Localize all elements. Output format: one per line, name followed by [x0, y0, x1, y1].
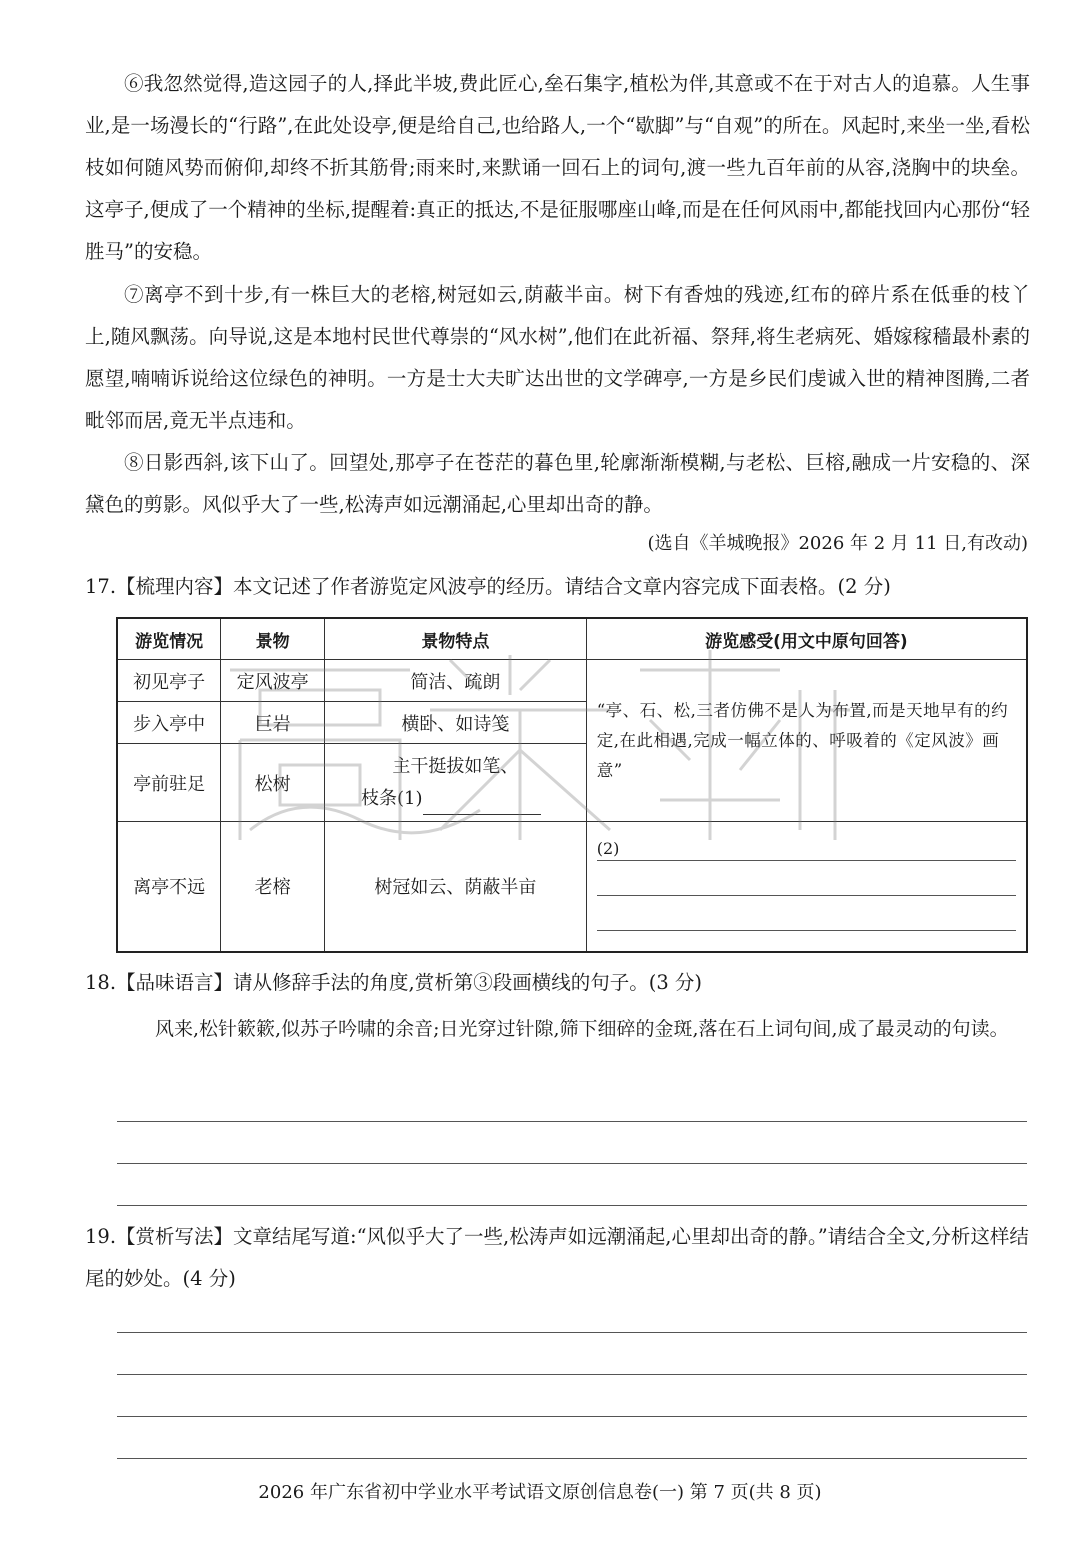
feature-line-1: 主干挺拔如笔、: [392, 755, 519, 777]
cell-situation: 亭前驻足: [117, 744, 221, 822]
cell-feature: 简洁、疏朗: [325, 660, 587, 702]
table-row: [117, 822, 1027, 952]
answer-line[interactable]: [117, 1121, 1027, 1122]
answer-line[interactable]: [117, 1374, 1027, 1375]
header-situation: 游览情况: [117, 618, 221, 660]
paragraph-6: ⑥我忽然觉得,造这园子的人,择此半坡,费此匠心,垒石集字,植松为伴,其意或不在于对古人的追慕。人生事业,是一场漫长的“行路”,在此处设亭,便是给自己,也给路人,一个“歇脚”与“自观”的所在。风起时,来坐一坐,看松枝如何随风势而俯仰,却终不折其筋骨;雨来时,来默诵一回石上的词句,渡一些九百年前的从容,浇胸中的块垒。这亭子,便成了一个精神的坐标,提醒着:真正的抵达,不是征服哪座山峰,而是在任何风雨中,都能找回内心那份“轻胜马”的安稳。: [85, 72, 1030, 263]
cell-situation: 步入亭中: [117, 702, 221, 744]
cell-scene: 松树: [221, 744, 325, 822]
cell-feeling-given: “亭、石、松,三者仿佛不是人为布置,而是天地早有的约定,在此相遇,完成一幅立体的、呼吸着的《定风波》画意”: [586, 660, 1027, 822]
question-17-stem: 17.【梳理内容】本文记述了作者游览定风波亭的经历。请结合文章内容完成下面表格。(2 分): [85, 575, 891, 598]
answer-line[interactable]: [597, 896, 1016, 931]
feature-line-2: [331, 783, 580, 815]
answer-line[interactable]: [117, 1458, 1027, 1459]
blank-1-answer[interactable]: [423, 794, 541, 815]
answer-line[interactable]: [117, 1205, 1027, 1206]
header-feature: 景物特点: [325, 618, 587, 660]
answer-line[interactable]: [117, 1332, 1027, 1333]
cell-scene: 巨岩: [221, 702, 325, 744]
source-citation: (选自《羊城晚报》2026 年 2 月 11 日,有改动): [647, 533, 1028, 554]
question-19-stem: 19.【赏析写法】文章结尾写道:“风似乎大了一些,松涛声如远潮涌起,心里却出奇的静。”请结合全文,分析这样结尾的妙处。(4 分): [85, 1225, 1029, 1290]
answer-line[interactable]: [597, 826, 1016, 861]
blank-1-label: 枝条(1): [361, 787, 423, 809]
blank-2-label: (2): [596, 839, 620, 858]
cell-scene: 老榕: [221, 822, 325, 952]
header-feeling: 游览感受(用文中原句回答): [586, 618, 1027, 660]
cell-scene: 定风波亭: [221, 660, 325, 702]
cell-feature: 树冠如云、荫蔽半亩: [325, 822, 587, 952]
cell-feature: 横卧、如诗笺: [325, 702, 587, 744]
cell-feature: [325, 744, 587, 822]
answer-line[interactable]: [117, 1163, 1027, 1164]
table-row: [117, 660, 1027, 702]
answer-line[interactable]: [597, 861, 1016, 896]
page-footer: 2026 年广东省初中学业水平考试语文原创信息卷(一) 第 7 页(共 8 页): [258, 1482, 822, 1503]
cell-situation: 初见亭子: [117, 660, 221, 702]
answer-line[interactable]: [117, 1416, 1027, 1417]
paragraph-7: ⑦离亭不到十步,有一株巨大的老榕,树冠如云,荫蔽半亩。树下有香烛的残迹,红布的碎片系在低垂的枝丫上,随风飘荡。向导说,这是本地村民世代尊崇的“风水树”,他们在此祈福、祭拜,将生老病死、婚嫁稼穑最朴素的愿望,喃喃诉说给这位绿色的神明。一方是士大夫旷达出世的文学碑亭,一方是乡民们虔诚入世的精神图腾,二者毗邻而居,竟无半点违和。: [85, 283, 1030, 432]
header-scene: 景物: [221, 618, 325, 660]
cell-feeling-blank[interactable]: [586, 822, 1027, 952]
question-18-quote: 风来,松针簌簌,似苏子吟啸的余音;日光穿过针隙,筛下细碎的金斑,落在石上词句间,成了最灵动的句读。: [155, 1018, 1009, 1040]
tour-table: [116, 617, 1028, 953]
paragraph-8: ⑧日影西斜,该下山了。回望处,那亭子在苍茫的暮色里,轮廓渐渐模糊,与老松、巨榕,融成一片安稳的、深黛色的剪影。风似乎大了一些,松涛声如远潮涌起,心里却出奇的静。: [85, 451, 1030, 516]
question-18-stem: 18.【品味语言】请从修辞手法的角度,赏析第③段画横线的句子。(3 分): [85, 971, 703, 994]
cell-situation: 离亭不远: [117, 822, 221, 952]
